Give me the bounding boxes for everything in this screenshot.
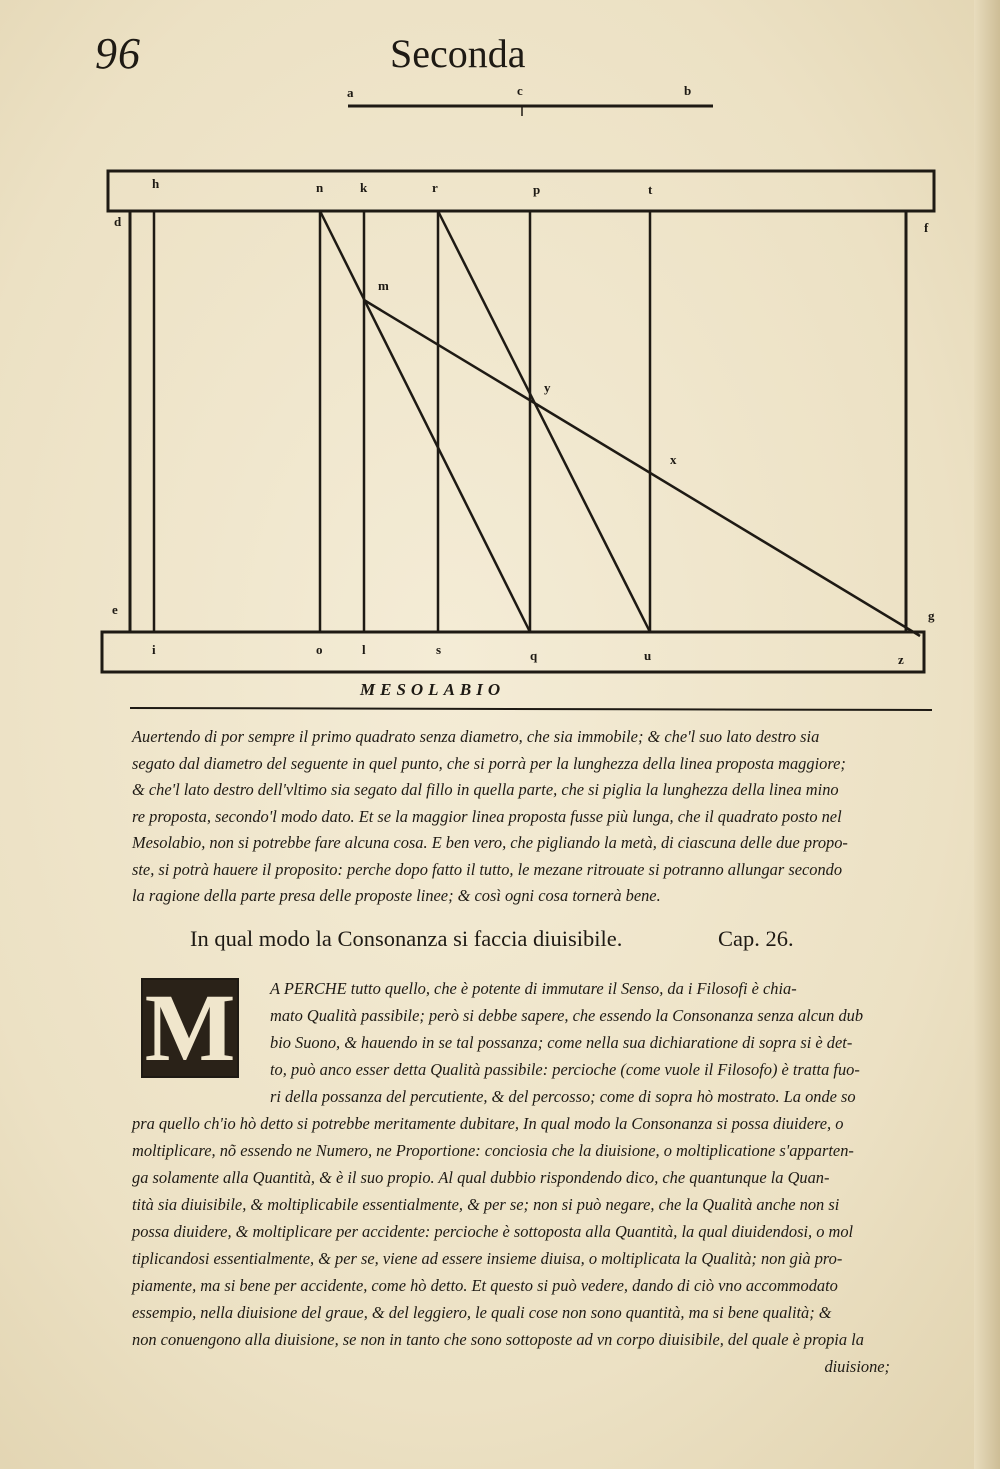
initial-letter: M <box>144 974 236 1081</box>
paragraph-1-line: & che'l lato destro dell'vltimo sia segato dal fillo in quella parte, che si piglia la lunghezza della linea mino <box>132 780 839 799</box>
label-o: o <box>316 642 323 657</box>
label-m: m <box>378 278 389 293</box>
label-z: z <box>898 652 904 667</box>
label-g: g <box>928 608 935 623</box>
label-p: p <box>533 182 541 197</box>
label-h: h <box>152 176 160 191</box>
paragraph-2-line: essempio, nella diuisione del graue, & del leggiero, le quali cose non sono quantità, ma si bene qualità; & <box>132 1303 832 1322</box>
mesolabio-diagram <box>0 0 1000 720</box>
paragraph-2-line: to, può anco esser detta Qualità passibile: percioche (come vuole il Filosofo) è tratta fuo- <box>270 1060 860 1079</box>
label-n: n <box>316 180 324 195</box>
diagonal-r-q <box>438 211 650 632</box>
label-t: t <box>648 182 653 197</box>
paragraph-2-line: bio Suono, & hauendo in se tal possanza; come nella sua dichiaratione di sopra si è det- <box>270 1033 853 1052</box>
paragraph-2-line: ri della possanza del percutiente, & del percosso; come di sopra hò mostrato. La onde so <box>270 1087 856 1106</box>
chapter-number: Cap. 26. <box>718 926 794 951</box>
paragraph-1 <box>132 724 932 910</box>
page-number: 96 <box>95 29 141 78</box>
running-head: Seconda <box>390 31 526 76</box>
paragraph-2-line: tiplicandosi essentialmente, & per se, viene ad essere insieme diuisa, o moltiplicata la Qualità; non già pro- <box>132 1249 843 1268</box>
label-i: i <box>152 642 156 657</box>
paragraph-2-line: pra quello ch'io hò detto si potrebbe meritamente dubitare, In qual modo la Consonanza si possa diuidere, o <box>132 1114 844 1133</box>
label-a: a <box>347 85 354 100</box>
label-e: e <box>112 602 118 617</box>
paragraph-1-line: segato dal diametro del seguente in quel punto, che si porrà per la lunghezza della linea proposta maggiore; <box>132 753 846 773</box>
label-k: k <box>360 180 368 195</box>
chapter-heading: In qual modo la Consonanza si faccia diuisibile. <box>190 926 623 951</box>
paragraph-2-line: non conuengono alla diuisione, se non in tanto che sono sottoposte ad vn corpo diuisibile, del quale è propia la <box>132 1330 864 1349</box>
top-bar <box>108 171 934 211</box>
label-s: s <box>436 642 442 657</box>
paragraph-2-line: piamente, ma si bene per accidente, come hò detto. Et questo si può vedere, dando di ciò vno accommodato <box>132 1276 838 1295</box>
paragraph-2-line: moltiplicare, nõ essendo ne Numero, ne Proportione: conciosia che la diuisione, o moltiplicatione s'apparten- <box>132 1141 854 1160</box>
paragraph-1-line: re proposta, secondo'l modo dato. Et se la maggior linea proposta fusse più lunga, che il quadrato posto nel <box>132 806 842 826</box>
label-f: f <box>924 220 929 235</box>
label-x: x <box>670 452 677 467</box>
paragraph-1-line: ste, si potrà hauere il proposito: perche dopo fatto il tutto, le mezane ritrouate si potranno allungar secondo <box>132 859 843 879</box>
label-l: l <box>362 642 366 657</box>
paragraph-2-line: tità sia diuisibile, & moltiplicabile essentialmente, & per se; non si può negare, che la Qualità anche non si <box>132 1195 840 1214</box>
paragraph-1-line: Auertendo di por sempre il primo quadrato senza diametro, che sia immobile; & che'l suo lato destro sia <box>132 727 820 746</box>
label-d: d <box>114 214 122 229</box>
diagonal-n-s <box>320 211 530 632</box>
diagram-caption: MESOLABIO <box>360 680 506 699</box>
paragraph-2 <box>132 975 940 1380</box>
label-r: r <box>432 180 438 195</box>
paragraph-1-line: Mesolabio, non si potrebbe fare alcuna cosa. E ben vero, che pigliando la metà, di ciascuna delle due propo- <box>132 833 848 852</box>
label-u: u <box>644 648 652 663</box>
label-b: b <box>684 83 692 98</box>
bottom-bar <box>102 632 924 672</box>
paragraph-2-line: mato Qualità passibile; però si debbe sapere, che essendo la Consonanza senza alcun dub <box>270 1006 864 1025</box>
paragraph-1-line: la ragione della parte presa delle proposte linee; & così ogni cosa tornerà bene. <box>132 886 661 905</box>
label-q: q <box>530 648 538 663</box>
paragraph-2-line: possa diuidere, & moltiplicare per accidente: percioche è sottoposta alla Quantità, la qual diuidendosi, o mol <box>132 1222 854 1241</box>
paragraph-2-line: A PERCHE tutto quello, che è potente di immutare il Senso, da i Filosofi è chia- <box>270 979 797 998</box>
paragraph-2-line: diuisione; <box>824 1357 890 1376</box>
paragraph-2-line: ga solamente alla Quantità, & è il suo propio. Al qual dubbio rispondendo dico, che quantunque la Quan- <box>132 1168 830 1187</box>
caption-rule <box>130 708 932 710</box>
label-y: y <box>544 380 551 395</box>
label-c: c <box>517 83 523 98</box>
